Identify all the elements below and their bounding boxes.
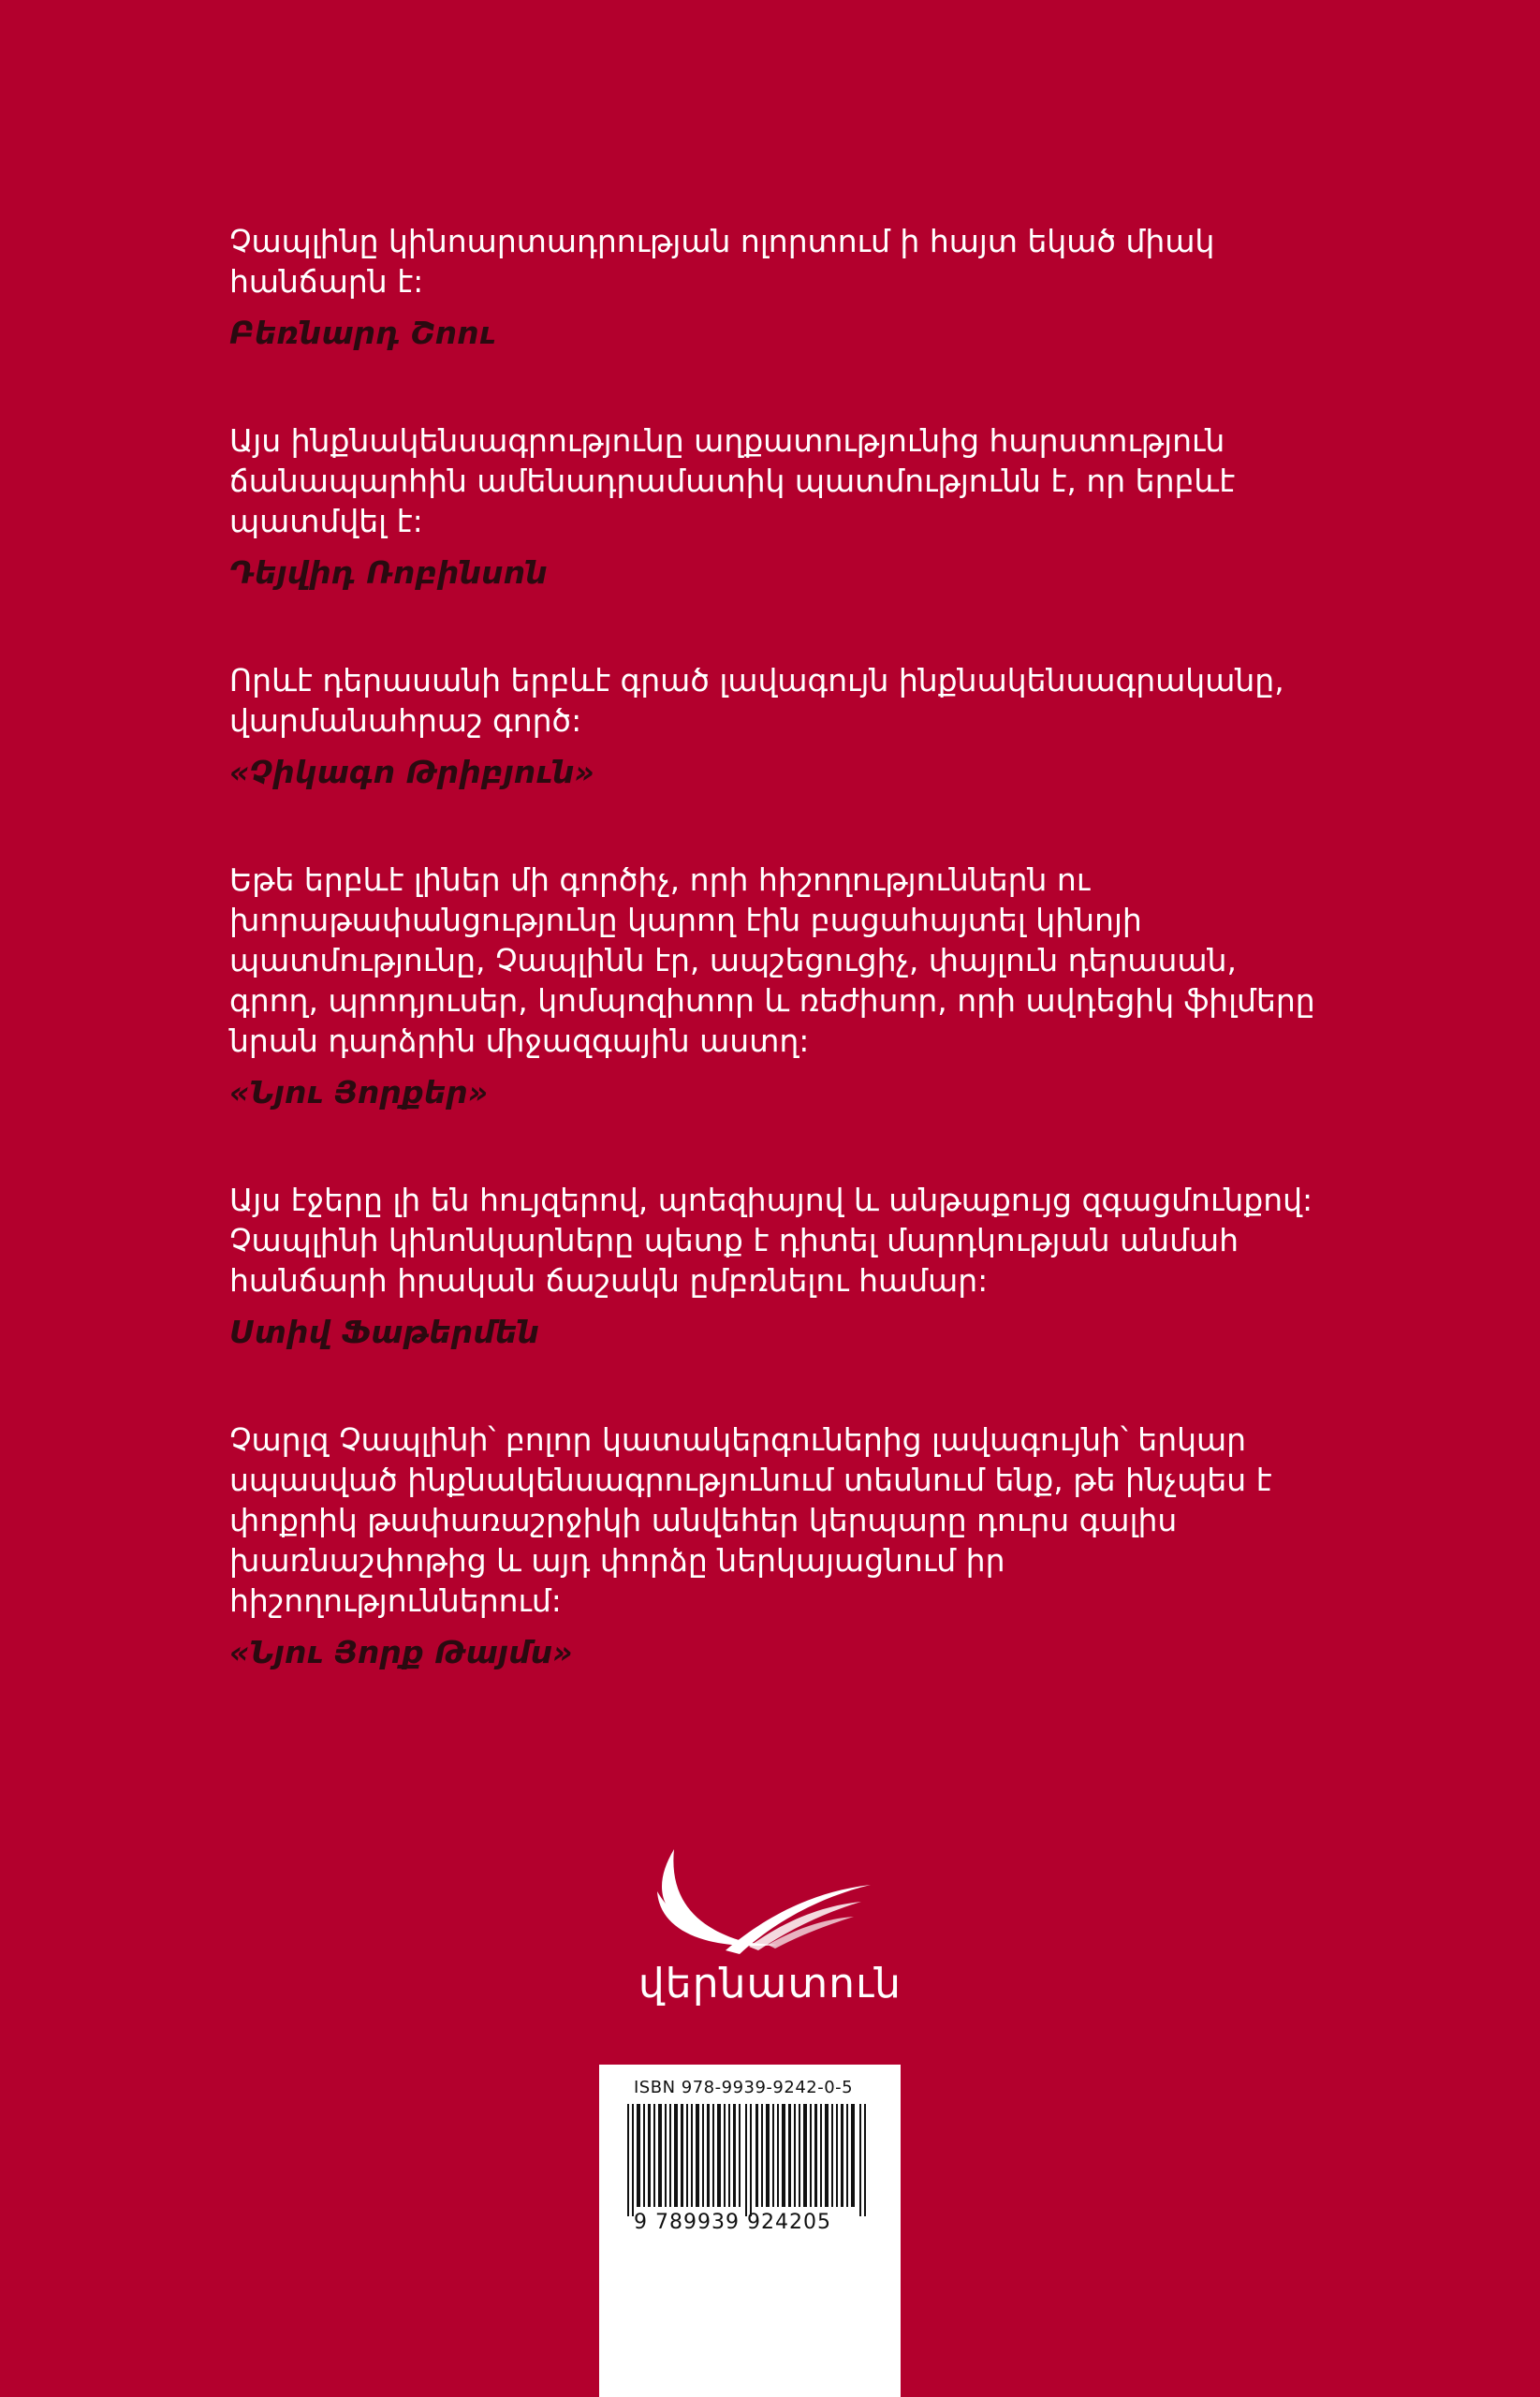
- barcode-bars: [627, 2104, 873, 2216]
- blurb-text: Եթե երբևէ լիներ մի գործիչ, որի հիշողություններն ու խորաթափանցությունը կարող էին բացահայտել կինոյի պատմությունը, Չապլինն էր, ապշեցուցիչ, փայլուն դերասան, գրող, պրոդյուսեր, կոմպոզիտոր և ռեժիսոր, որի ավդեցիկ ֆիլմերը նրան դարձրին միջազգային աստղ:: [229, 861, 1315, 1059]
- publisher-logo: [609, 1840, 931, 2027]
- barcode-panel: [599, 2065, 901, 2397]
- blurb: [229, 1419, 1334, 1672]
- blurb: [229, 1180, 1334, 1352]
- publisher-name: վերնատուն: [638, 1960, 902, 2007]
- blurb: [229, 221, 1334, 353]
- blurb-text: Այս ինքնակենսագրությունը աղքատությունից հարստություն ճանապարհին ամենադրամատիկ պատմությունն է, որ երբևէ պատմվել է:: [229, 422, 1236, 539]
- blurb-source: «Չիկագո Թրիբյուն»: [229, 754, 594, 790]
- blurb-source: Ստիվ Ֆաթերմեն: [229, 1314, 539, 1350]
- blurb: [229, 420, 1334, 593]
- isbn-label: ISBN 978-9939-9242-0-5: [634, 2078, 854, 2097]
- blurb-text: Որևէ դերասանի երբևէ գրած լավագույն ինքնակենսագրականը, վարմանահրաշ գործ:: [229, 662, 1284, 739]
- isbn-digits: 9 789939 924205: [634, 2211, 831, 2234]
- blurb-text: Չապլինը կինոարտադրության ոլորտում ի հայտ եկած միակ հանճարն է:: [229, 223, 1215, 300]
- blurb-source: Դեյվիդ Ռոբինսոն: [229, 554, 548, 591]
- blurb: [229, 860, 1334, 1112]
- swoosh-wings-icon: [637, 1840, 880, 1966]
- blurbs-section: [229, 221, 1334, 1740]
- blurb-source: «Նյու Յորքեր»: [229, 1074, 489, 1110]
- blurb-source: «Նյու Յորք Թայմս»: [229, 1634, 573, 1670]
- blurb-source: Բեռնարդ Շոու: [229, 315, 496, 351]
- blurb-text: Չարլզ Չապլինի՝ բոլոր կատակերգուներից լավագույնի՝ երկար սպասված ինքնակենսագրությունում տեսնում ենք, թե ինչպես է փոքրիկ թափառաշրջիկի անվեհեր կերպարը դուրս գալիս խառնաշփոթից և այդ փորձը ներկայացնում իր հիշողություններում:: [229, 1421, 1272, 1619]
- blurb-text: Այս էջերը լի են հույզերով, պոեզիայով և անթաքույց զգացմունքով: Չապլինի կինոնկարները պետք է դիտել մարդկության անմահ հանճարի իրական ճաշակն ըմբռնելու համար:: [229, 1182, 1313, 1299]
- blurb: [229, 660, 1334, 792]
